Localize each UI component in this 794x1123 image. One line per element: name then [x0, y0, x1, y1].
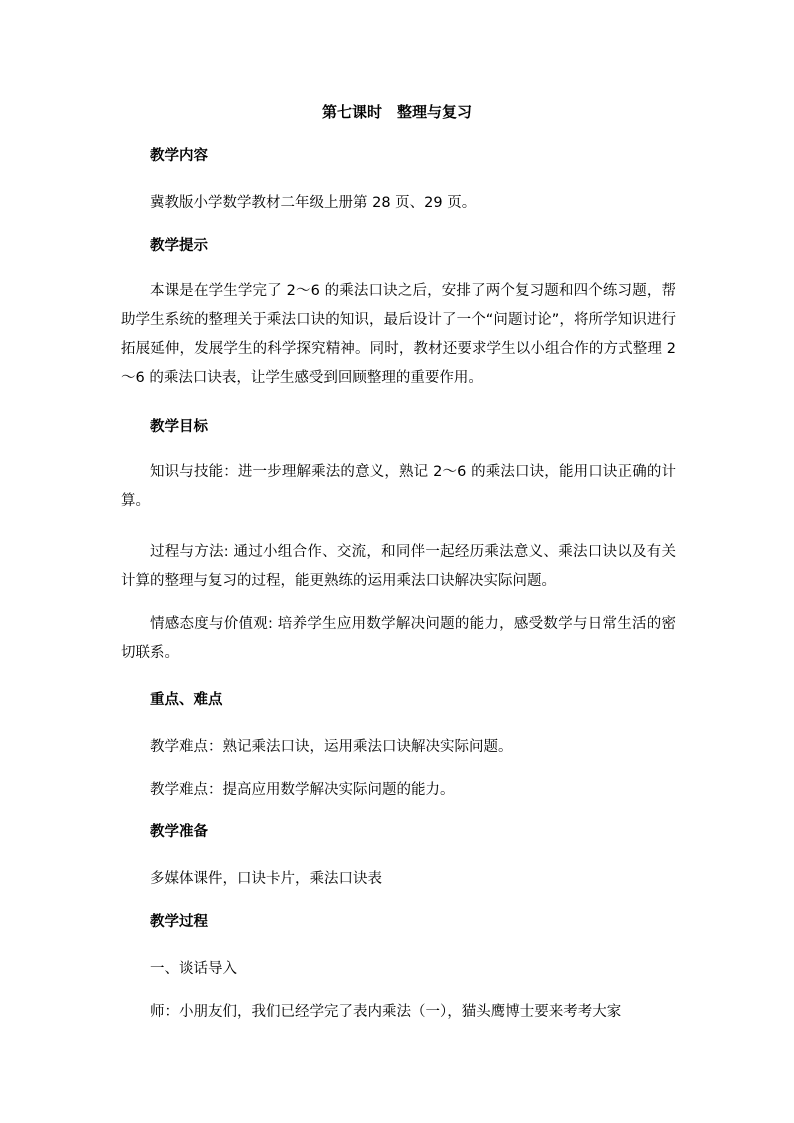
- section-heading-goal: 教学目标: [150, 419, 208, 435]
- key-point-1: 教学难点：熟记乘法口诀，运用乘法口诀解决实际问题。: [150, 739, 513, 755]
- section-heading-hint: 教学提示: [150, 238, 208, 254]
- goal-knowledge-paragraph: 知识与技能：进一步理解乘法的意义，熟记 2～6 的乘法口诀，能用口诀正确的计算。: [121, 464, 676, 509]
- section-heading-prep: 教学准备: [150, 824, 208, 840]
- process-step-1: 一、谈话导入: [150, 961, 237, 977]
- section-heading-key: 重点、难点: [150, 692, 223, 708]
- key-point-2: 教学难点：提高应用数学解决实际问题的能力。: [150, 782, 455, 798]
- goal-emotion-paragraph: 情感态度与价值观: 培养学生应用数学解决问题的能力，感受数学与日常生活的密切联系。: [121, 616, 676, 661]
- hint-paragraph: 本课是在学生学完了 2～6 的乘法口诀之后，安排了两个复习题和四个练习题，帮助学生系统的整理关于乘法口诀的知识，最后设计了一个“问题讨论”，将所学知识进行拓展延伸，发展学生的科学探究精神。同时，教材还要求学生以小组合作的方式整理 2～6 的乘法口诀表，让学生感受到回顾整理的重要作用。: [121, 283, 676, 386]
- content-paragraph: 冀教版小学数学教材二年级上册第 28 页、29 页。: [150, 195, 477, 211]
- prep-paragraph: 多媒体课件，口诀卡片，乘法口诀表: [150, 871, 382, 887]
- page-title: 第七课时 整理与复习: [321, 103, 472, 121]
- goal-process-paragraph: 过程与方法: 通过小组合作、交流，和同伴一起经历乘法意义、乘法口诀以及有关计算的整理与复习的过程，能更熟练的运用乘法口诀解决实际问题。: [121, 544, 676, 589]
- process-dialogue: 师：小朋友们，我们已经学完了表内乘法（一），猫头鹰博士要来考考大家: [150, 1004, 622, 1020]
- section-heading-process: 教学过程: [150, 914, 208, 930]
- section-heading-content: 教学内容: [150, 148, 208, 164]
